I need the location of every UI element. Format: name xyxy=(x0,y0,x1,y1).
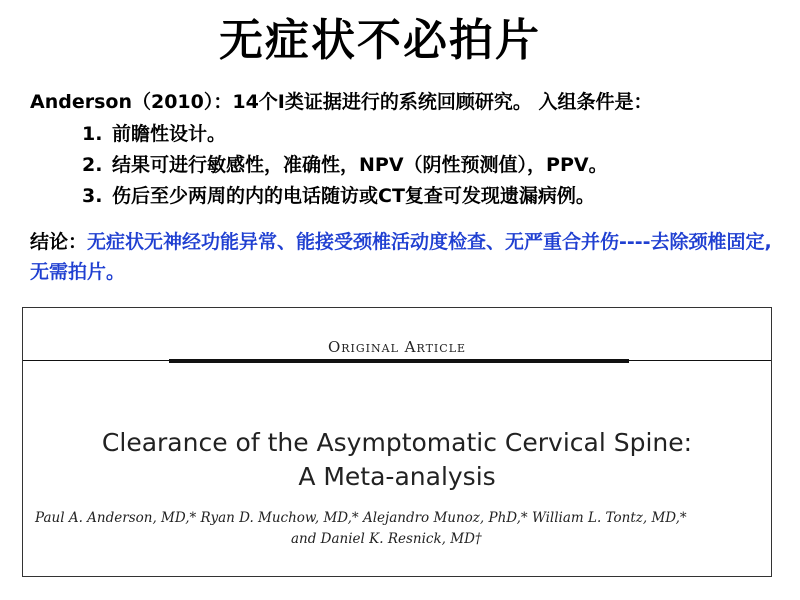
intro-text: Anderson（2010）：14个I类证据进行的系统回顾研究。 入组条件是： xyxy=(30,91,653,113)
authors-line: and Daniel K. Resnick, MD† xyxy=(291,531,482,547)
slide-title: 无症状不必拍片 xyxy=(219,15,541,66)
criteria-number: 2. xyxy=(82,154,103,176)
conclusion-label: 结论： xyxy=(30,231,88,253)
header-rule-thick xyxy=(169,359,629,363)
paper-excerpt-image xyxy=(22,307,772,577)
paper-title-line: A Meta-analysis xyxy=(298,462,496,491)
conclusion xyxy=(30,227,775,287)
criteria-number: 3. xyxy=(82,185,103,207)
criteria-item xyxy=(82,182,782,213)
criteria-text: 结果可进行敏感性，准确性，NPV（阴性预测值），PPV。 xyxy=(112,154,608,176)
paper-title-line: Clearance of the Asymptomatic Cervical Spine: xyxy=(101,428,693,457)
criteria-number: 1. xyxy=(82,123,103,145)
criteria-text: 前瞻性设计。 xyxy=(112,123,227,145)
conclusion-text: 无症状无神经功能异常、能接受颈椎活动度检查、无严重合并伤----去除颈椎固定,无需拍片。 xyxy=(30,231,772,283)
authors-line: Paul A. Anderson, MD,* Ryan D. Muchow, MD,* Alejandro Munoz, PhD,* William L. Tontz, MD,* xyxy=(35,510,687,526)
criteria-list xyxy=(82,120,782,213)
criteria-text: 伤后至少两周的内的电话随访或CT复查可发现遗漏病例。 xyxy=(112,185,595,207)
criteria-item xyxy=(82,120,782,151)
paper-title xyxy=(23,426,771,494)
criteria-item xyxy=(82,151,782,182)
article-section-tag: Original Article xyxy=(327,338,467,356)
paper-authors xyxy=(35,508,765,550)
